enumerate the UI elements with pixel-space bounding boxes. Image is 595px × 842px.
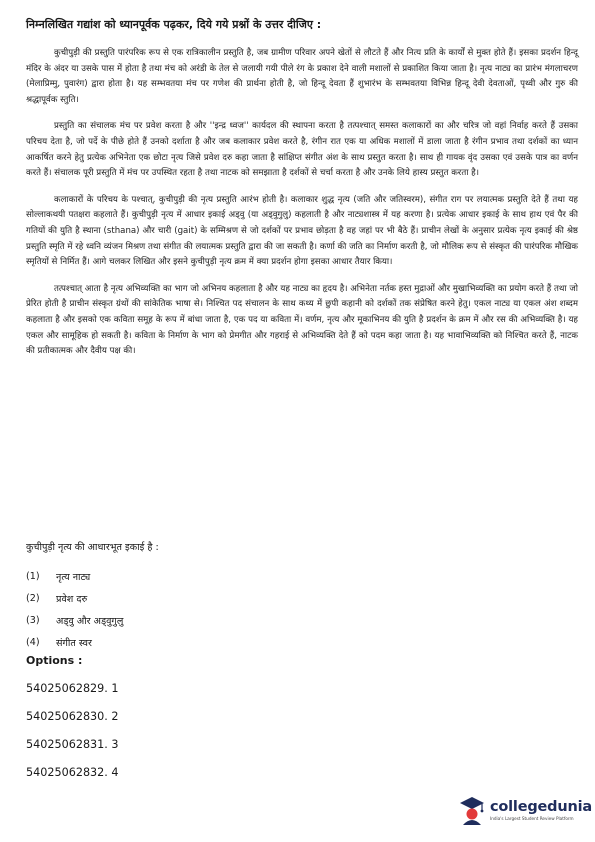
choice-item xyxy=(26,587,123,609)
passage-heading: निम्नलिखित गद्यांश को ध्यानपूर्वक पढ़कर, दिये गये प्रश्नों के उत्तर दीजिए : xyxy=(26,18,322,31)
choice-list xyxy=(26,565,123,653)
passage-paragraph: तत्पश्चात् आता है नृत्य अभिव्यक्ति का भाग जो अभिनय कहलाता है और यह नाट्य का हृदय है। अभिनेता नर्तक हस्त मुद्राओं और मुखाभिव्यक्ति का प्रयोग करते हैं तथा जो प्रेरित होती है प्राचीन संस्कृत ग्रंथों की सांकेतिक भाषा से। निश्चित पद संचालन के साथ कथ्य में छुपी कहानी को दर्शकों तक संप्रेषित करने हेतु। एकल नाट्य या एकल अंश शब्दम कहलाता है और इसको एक कविता समूह के रूप में बांधा जाता है, एक पद या कविता में। वर्णम, नृत्य और मूकाभिनय की युति है प्रदर्शन के क्रम में और रस की अभिव्यक्ति है। यह एकल और सामूहिक हो सकती है। कविता के निर्माण के भाग को प्रेमगीत और गहराई से अभिव्यक्ति देते हैं को पदम कहा जाता है। यह भावाभिव्यक्ति को निश्चित करते हैं, नाटक की प्रतीकात्मक और दैवीय पक्ष की। xyxy=(26,283,578,357)
passage xyxy=(26,46,578,371)
answer-option[interactable]: 54025062831. 3 xyxy=(26,738,119,751)
logo-name: collegedunia xyxy=(490,799,592,815)
question-text: कुचीपुड़ी नृत्य की आधारभूत इकाई है : xyxy=(26,542,159,553)
choice-number: (3) xyxy=(26,614,40,626)
passage-paragraph: प्रस्तुति का संचालक मंच पर प्रवेश करता है और ''इन्द्र ध्वज'' कार्यदल की स्थापना करता है तत्पश्चात् समस्त कलाकारों का और चरित्र जो वहां निर्वाह करते हैं उसका परिचय देता है, जो पर्दे के पीछे होते हैं उनको दर्शाता है और जब कलाकार प्रवेश करते है, रंगीन रात एक या अधिक मशालों में डाला जाता है रंगीन प्रभाव तथा दर्शकों का ध्यान आकर्षित करने हेतु प्रत्येक अभिनेता एक छोटा नृत्य जिसे प्रवेश दरु कहा जाता है सांक्षिप्त संगीत अंश के साथ प्रस्तुत करता है। साथ ही गायक वृंद उसका एवं उसके पात्र का वर्णन करते हैं। संचालक पूरी प्रस्तुति में मंच पर उपस्थित रहता है तथा नाटक को समझाता है दर्शकों से चर्चा करता है और उनके लिये हास्य प्रस्तुत करता है। xyxy=(26,121,578,179)
answer-option[interactable]: 54025062829. 1 xyxy=(26,682,119,695)
options-label: Options : xyxy=(26,654,83,667)
choice-number: (4) xyxy=(26,636,40,648)
graduate-cap-icon xyxy=(458,795,486,825)
choice-text: नृत्य नाट्य xyxy=(56,571,91,583)
answer-option-list xyxy=(26,682,119,794)
choice-number: (2) xyxy=(26,592,40,604)
answer-option[interactable]: 54025062830. 2 xyxy=(26,710,119,723)
passage-paragraph: कुचीपुड़ी की प्रस्तुति पारंपरिक रूप से एक रात्रिकालीन प्रस्तुति है, जब ग्रामीण परिवार अपने खेतों से लौटते हैं और नित्य प्रति के कार्यों से मुक्त होते हैं। इसका प्रदर्शन हिन्दू मंदिर के अंदर या उसके पास में होता है तथा मंच को अरंडी के तेल से जलायी गयी पीले रंग के प्रकाश देने वाली मशालों से प्रकाशित किया जाता है। नृत्य नाट्य का प्रारंभ मंगलाचरण (मेलाप्रिम्मु, पुवारंग) द्वारा होता है। यह सम्भवतया मंच पर गणेश की प्रार्थना होती है, जो हिन्दू देवता हैं शुभारंभ के सम्भवतया विभिन्न हिन्दू देवी देवताओं, पृथ्वी और गुरु की श्रद्धापूर्वक स्तुति। xyxy=(26,48,578,105)
logo-tagline: India's Largest Student Review Platform xyxy=(490,816,574,821)
choice-number: (1) xyxy=(26,570,40,582)
choice-text: अड्वु और अड्वुगुलु xyxy=(56,615,124,627)
answer-option[interactable]: 54025062832. 4 xyxy=(26,766,119,779)
choice-item xyxy=(26,609,123,631)
choice-item xyxy=(26,565,123,587)
passage-paragraph: कलाकारों के परिचय के पश्चात्, कुचीपुड़ी की नृत्य प्रस्तुति आरंभ होती है। कलाकार शुद्ध नृत्य (जति और जतिस्वरम), संगीत राग पर लयात्मक प्रस्तुति देते हैं तथा यह सोल्लाकथयी पतक्षरा कहलाते हैं। कुचीपुड़ी नृत्य में आधार इकाई अड्वु (या अड्वुगुलु) कहलाती है और नाट्यशास्त्र में यह करणा है। प्रत्येक आधार इकाई के साथ हाथ एवं पैर की गतियों की युति है स्थाना (sthana) और चारी (gait) के सम्मिश्रण से जो दर्शकों पर प्रभाव छोड़ता है वह जहां पर भी बैठे हैं। प्राचीन लेखों के अनुसार प्रत्येक नृत्य इकाई की श्रेष्ठ प्रस्तुति स्मृति में रहे ध्वनि व्यंजन मिश्रण तथा संगीत की लयात्मक प्रस्तुति द्वारा की जा सकती है। कर्णा की जति का निर्माण करती है, जो मौलिक रूप से संस्कृत की पारंपरिक मौखिक स्मृतियों से निर्मित हैं। आगे चलकर लिखित और इसने कुचीपुड़ी नृत्य क्रम में क्या प्रदर्शन होगा इसका आधार तैयार किया। xyxy=(26,194,578,268)
choice-text: संगीत स्वर xyxy=(56,637,92,649)
choice-item xyxy=(26,631,123,653)
collegedunia-logo xyxy=(458,790,595,830)
choice-text: प्रवेश दरु xyxy=(56,593,88,605)
